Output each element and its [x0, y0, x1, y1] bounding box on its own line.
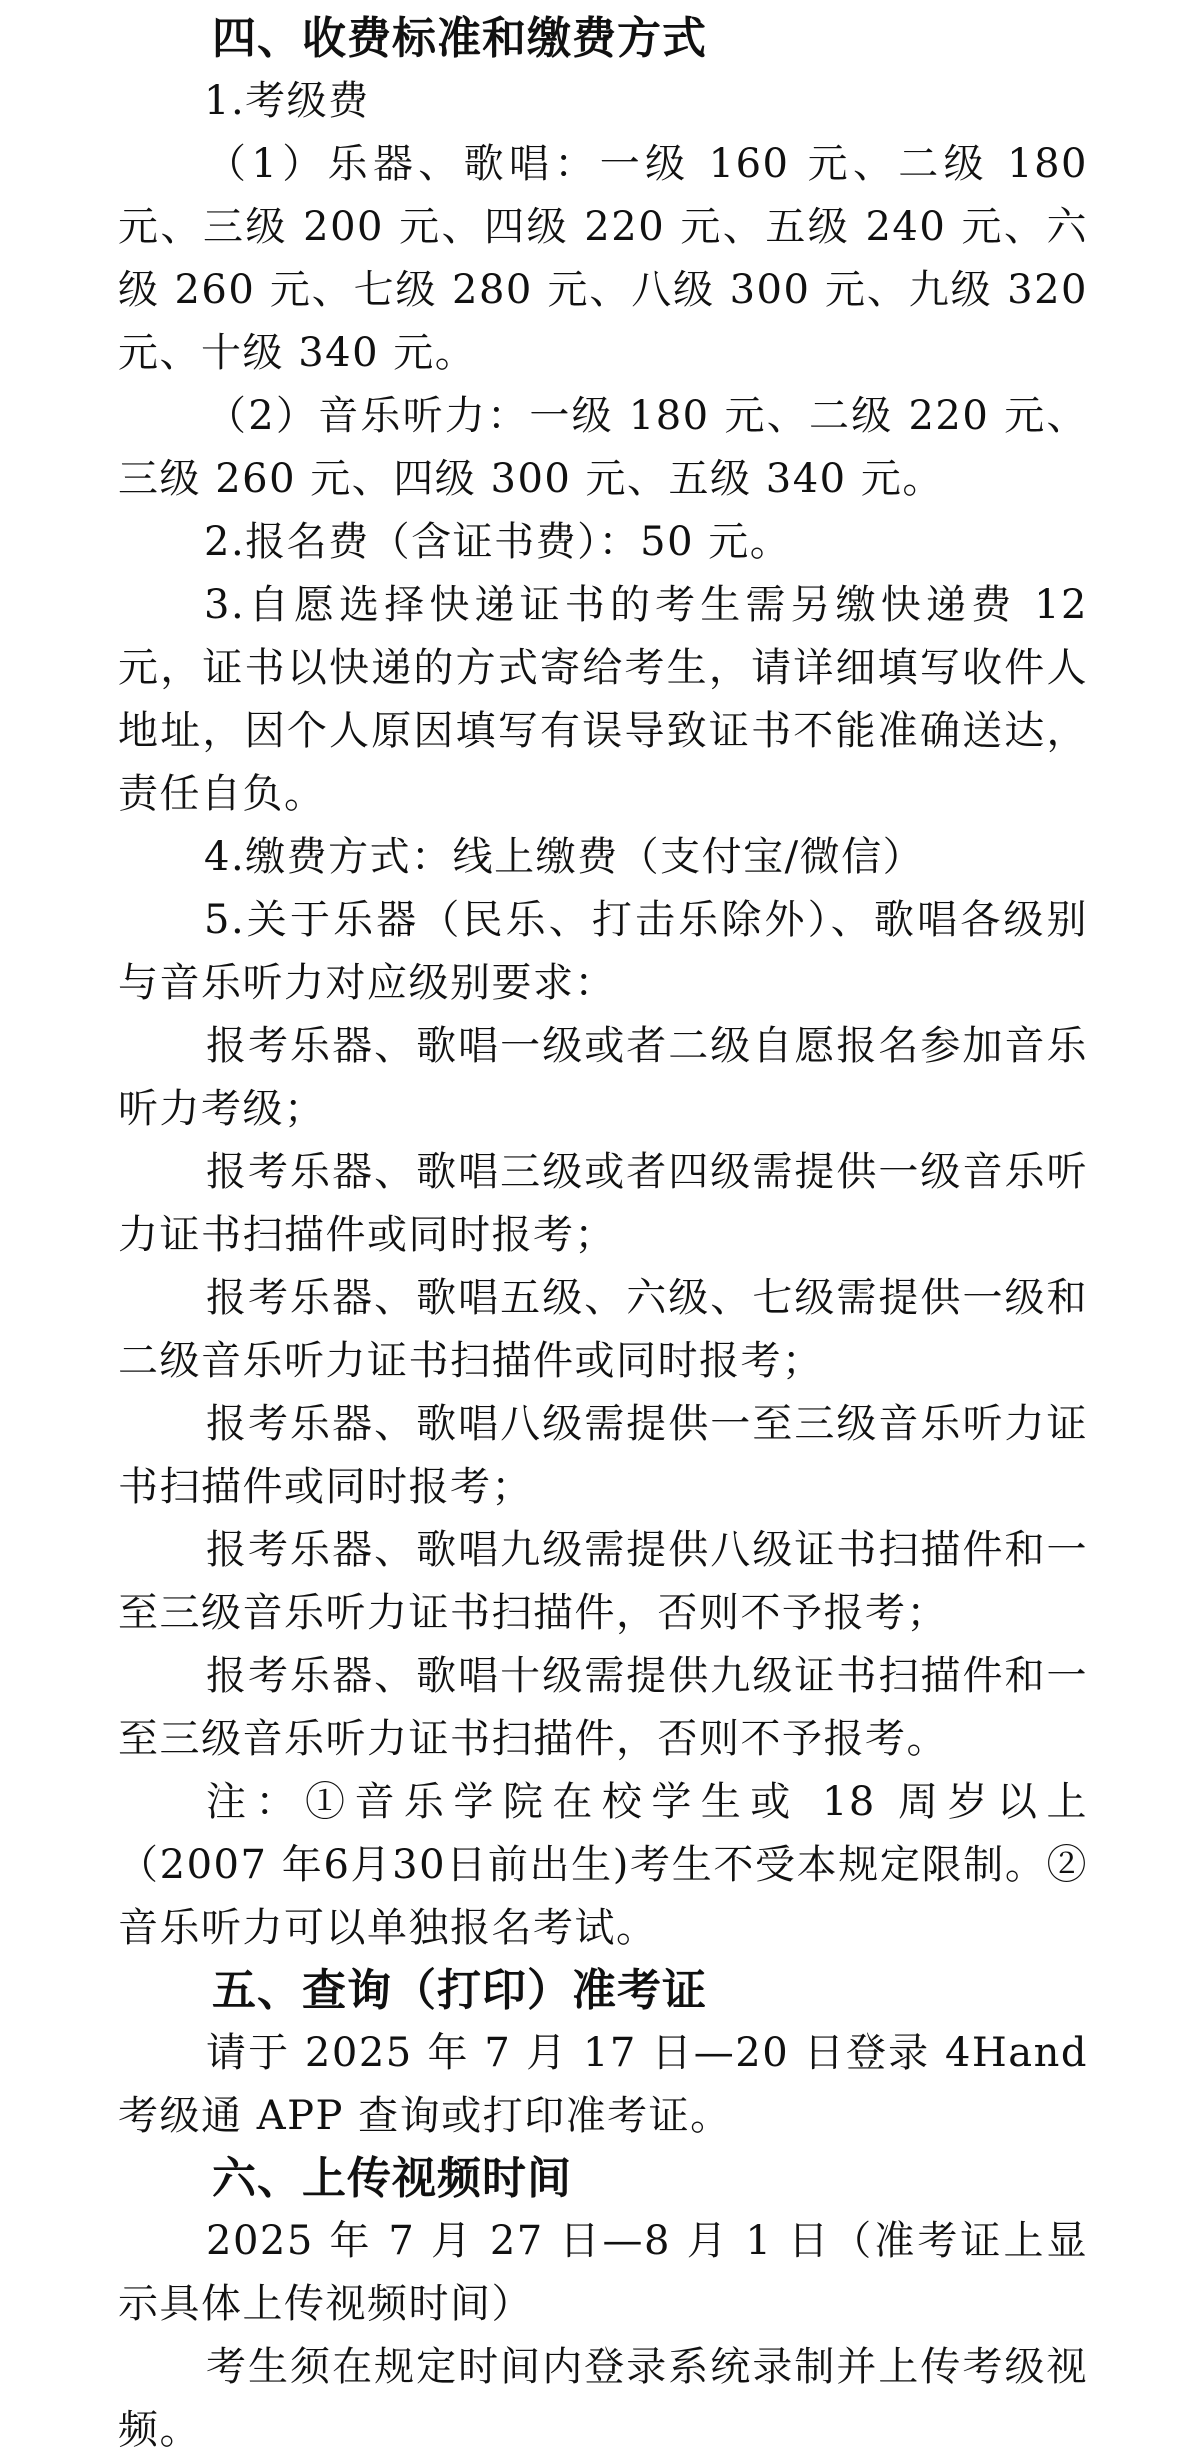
requirement-level-1-2: 报考乐器、歌唱一级或者二级自愿报名参加音乐听力考级； [118, 1023, 1088, 1132]
section-heading-video-upload: 六、上传视频时间 [212, 2153, 572, 2204]
fee-exam-title: 1.考级费 [204, 78, 370, 124]
requirement-level-3-4: 报考乐器、歌唱三级或者四级需提供一级音乐听力证书扫描件或同时报考； [118, 1149, 1088, 1258]
requirement-level-5-7: 报考乐器、歌唱五级、六级、七级需提供一级和二级音乐听力证书扫描件或同时报考； [118, 1275, 1088, 1384]
requirement-level-9: 报考乐器、歌唱九级需提供八级证书扫描件和一至三级音乐听力证书扫描件，否则不予报考； [118, 1527, 1088, 1636]
fee-instrument-singing: （1）乐器、歌唱：一级 160 元、二级 180 元、三级 200 元、四级 220 元、五级 240 元、六级 260 元、七级 280 元、八级 300 元、九级 320 元、十级 340 元。 [118, 141, 1088, 376]
requirement-level-10: 报考乐器、歌唱十级需提供九级证书扫描件和一至三级音乐听力证书扫描件，否则不予报考。 [118, 1653, 1088, 1762]
express-fee: 3.自愿选择快递证书的考生需另缴快递费 12 元，证书以快递的方式寄给考生，请详细填写收件人地址，因个人原因填写有误导致证书不能准确送达，责任自负。 [118, 582, 1088, 817]
registration-fee: 2.报名费（含证书费）：50 元。 [204, 519, 792, 565]
admission-ticket-info: 请于 2025 年 7 月 17 日—20 日登录 4Hand 考级通 APP 查询或打印准考证。 [118, 2030, 1088, 2139]
section-heading-admission-ticket: 五、查询（打印）准考证 [212, 1965, 707, 2016]
document-content [118, 8, 1088, 2462]
requirements-note: 注：①音乐学院在校学生或 18 周岁以上（2007 年6月30日前出生)考生不受本规定限制。②音乐听力可以单独报名考试。 [118, 1779, 1088, 1951]
section-heading-fees: 四、收费标准和缴费方式 [212, 13, 707, 64]
video-upload-instructions: 考生须在规定时间内登录系统录制并上传考级视频。 [118, 2344, 1088, 2453]
requirement-level-8: 报考乐器、歌唱八级需提供一至三级音乐听力证书扫描件或同时报考； [118, 1401, 1088, 1510]
payment-method: 4.缴费方式：线上缴费（支付宝/微信） [204, 834, 925, 880]
level-requirements-title: 5.关于乐器（民乐、打击乐除外）、歌唱各级别与音乐听力对应级别要求： [118, 897, 1088, 1006]
fee-music-listening: （2）音乐听力：一级 180 元、二级 220 元、三级 260 元、四级 300 元、五级 340 元。 [118, 393, 1088, 502]
video-upload-dates: 2025 年 7 月 27 日—8 月 1 日（准考证上显示具体上传视频时间） [118, 2218, 1088, 2327]
